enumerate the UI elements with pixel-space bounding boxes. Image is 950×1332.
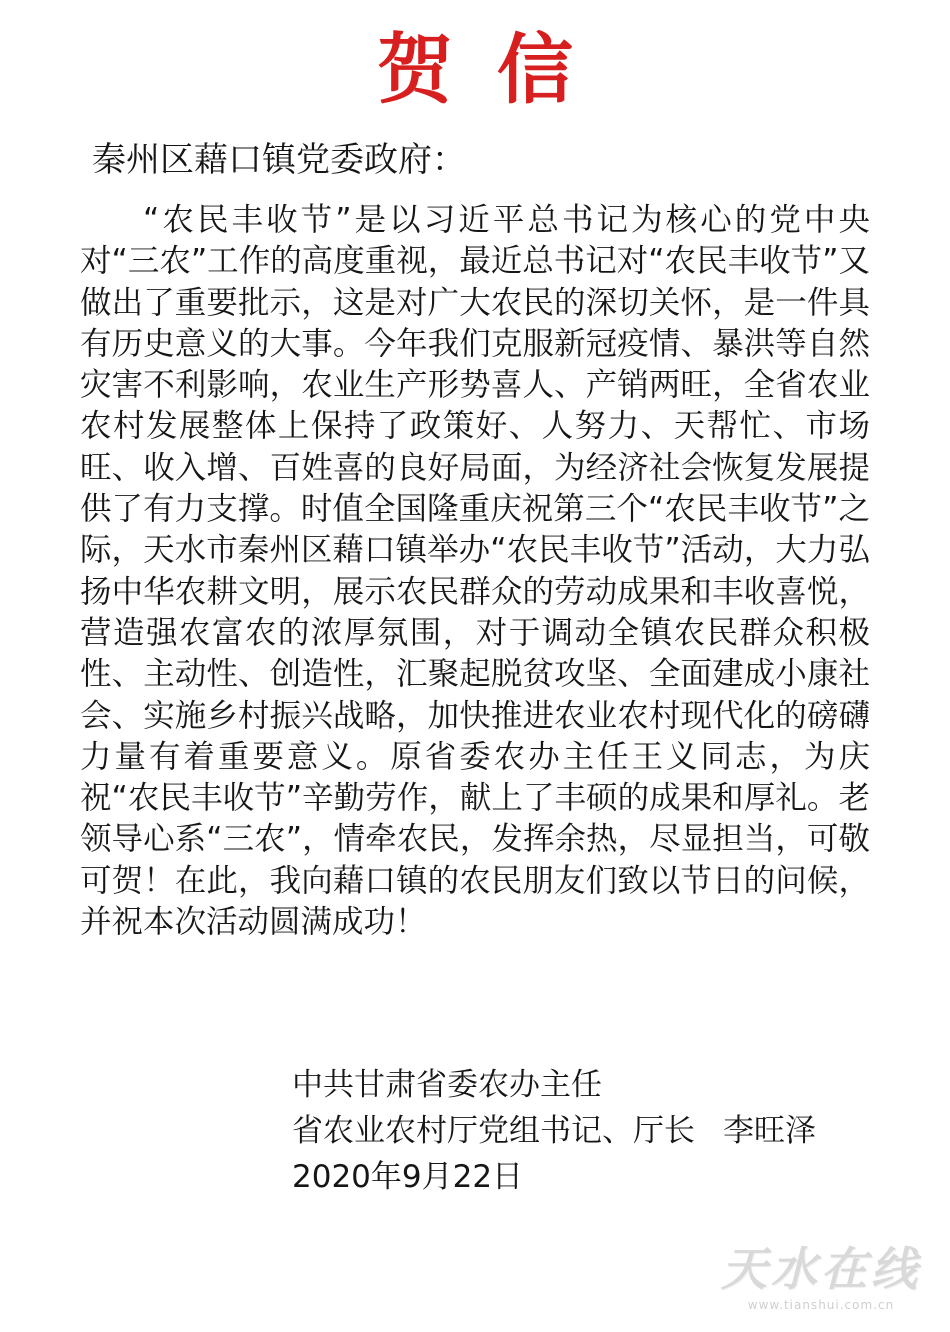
site-watermark — [706, 1242, 936, 1312]
signature-title-line-2-text: 省农业农村厅党组书记、厅长 — [292, 1113, 695, 1149]
letter-title: 贺信 — [377, 25, 617, 114]
signature-title-line-1: 中共甘肃省委农办主任 — [292, 1067, 602, 1103]
watermark-url: www.tianshui.com.cn — [747, 1298, 895, 1312]
letter-body: “农民丰收节”是以习近平总书记为核心的党中央对“三农”工作的高度重视，最近总书记对“农民丰收节”又做出了重要批示，这是对广大农民的深切关怀，是一件具有历史意义的大事。今年我们克服新冠疫情、暴洪等自然灾害不利影响，农业生产形势喜人、产销两旺，全省农业农村发展整体上保持了政策好、人努力、天帮忙、市场旺、收入增、百姓喜的良好局面，为经济社会恢复发展提供了有力支撑。时值全国隆重庆祝第三个“农民丰收节”之际，天水市秦州区藉口镇举办“农民丰收节”活动，大力弘扬中华农耕文明，展示农民群众的劳动成果和丰收喜悦，营造强农富农的浓厚氛围，对于调动全镇农民群众积极性、主动性、创造性，汇聚起脱贫攻坚、全面建成小康社会、实施乡村振兴战略，加快推进农业农村现代化的磅礴力量有着重要意义。原省委农办主任王义同志，为庆祝“农民丰收节”辛勤劳作，献上了丰硕的成果和厚礼。老领导心系“三农”，情牵农民，发挥余热，尽显担当，可敬可贺！在此，我向藉口镇的农民朋友们致以节日的问候，并祝本次活动圆满成功！ — [80, 202, 870, 941]
salutation: 秦州区藉口镇党委政府： — [92, 140, 466, 180]
signature-title-line-2 — [292, 1108, 816, 1154]
watermark-logo: 天水在线 — [721, 1242, 921, 1296]
letter-date: 2020年9月22日 — [292, 1159, 524, 1195]
signatory-name: 李旺泽 — [723, 1113, 816, 1149]
signature-block — [292, 1062, 816, 1200]
